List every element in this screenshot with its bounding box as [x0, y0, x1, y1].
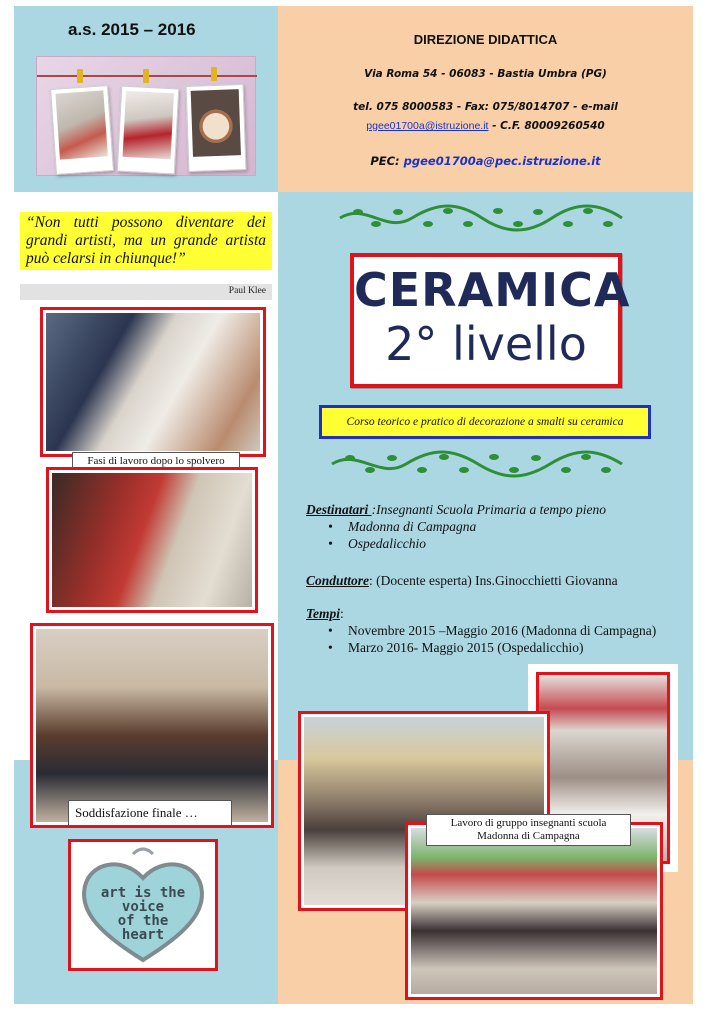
clothespin-icon: [143, 69, 149, 83]
times-colon: :: [340, 606, 344, 621]
caption-work-phases: Fasi di lavoro dopo lo spolvero: [72, 452, 240, 471]
vine-ornament-icon: [336, 204, 626, 232]
polaroid-photo: [50, 85, 114, 175]
times-section: [306, 605, 656, 656]
course-title: CERAMICA: [354, 263, 631, 317]
clothespin-icon: [211, 67, 217, 81]
course-level: 2° livello: [385, 317, 587, 371]
recipients-value: :Insegnanti Scuola Primaria a tempo pieno: [371, 502, 606, 517]
polaroid-photo: [186, 84, 247, 172]
recipients-label: Destinatari: [306, 502, 372, 517]
recipients-section: [306, 501, 606, 552]
list-item: • Novembre 2015 –Maggio 2016 (Madonna di Campagna): [328, 622, 656, 639]
pec-email[interactable]: pgee01700a@pec.istruzione.it: [403, 154, 601, 168]
photo-painting-detail: [46, 467, 258, 613]
pec-label: PEC:: [370, 154, 404, 168]
photo-finished-tiles: [30, 623, 274, 828]
quote-author: Paul Klee: [20, 284, 272, 300]
photo-painting-tile: [40, 307, 266, 457]
clothespin-icon: [77, 69, 83, 83]
heart-pendant-image: [68, 839, 218, 971]
email-link[interactable]: pgee01700a@istruzione.it: [366, 120, 489, 132]
list-item: • Ospedalicchio: [328, 535, 606, 552]
vine-ornament-icon: [328, 450, 626, 478]
tax-code: - C.F. 80009260540: [488, 120, 605, 132]
conductor-label: Conduttore: [306, 573, 370, 588]
course-title-box: [350, 253, 631, 388]
school-year: a.s. 2015 – 2016: [68, 20, 196, 39]
heart-line-3: of the: [117, 913, 169, 929]
heart-line-1: art is the: [100, 885, 186, 901]
clothesline-photos: [36, 56, 256, 176]
list-item: • Marzo 2016- Maggio 2015 (Ospedalicchio): [328, 639, 656, 656]
conductor-section: [306, 572, 618, 589]
heart-line-4: heart: [121, 927, 165, 943]
polaroid-photo: [117, 86, 179, 175]
caption-group-work: Lavoro di gruppo insegnanti scuola Madonna di Campagna: [426, 814, 631, 846]
course-description: Corso teorico e pratico di decorazione a smalti su ceramica: [322, 408, 648, 436]
direction-title: DIREZIONE DIDATTICA: [413, 32, 558, 47]
pec-line: [278, 154, 693, 168]
course-description-box: [319, 405, 651, 439]
photo-group-work-2: [405, 822, 663, 1000]
quote-text: “Non tutti possono diventare dei grandi artisti, ma un grande artista può celarsi in chiunque!”: [20, 212, 272, 270]
times-label: Tempi: [306, 606, 341, 621]
conductor-value: : (Docente esperta) Ins.Ginocchietti Giovanna: [369, 573, 618, 588]
heart-line-2: voice: [121, 899, 165, 915]
phone-line: tel. 075 8000583 - Fax: 075/8014707 - e-mail: [353, 101, 618, 113]
email-line: [278, 120, 693, 132]
list-item: • Madonna di Campagna: [328, 518, 606, 535]
heart-pendant-icon: [71, 842, 215, 968]
address-line: Via Roma 54 - 06083 - Bastia Umbra (PG): [364, 68, 607, 80]
caption-satisfaction: Soddisfazione finale …: [68, 800, 232, 826]
